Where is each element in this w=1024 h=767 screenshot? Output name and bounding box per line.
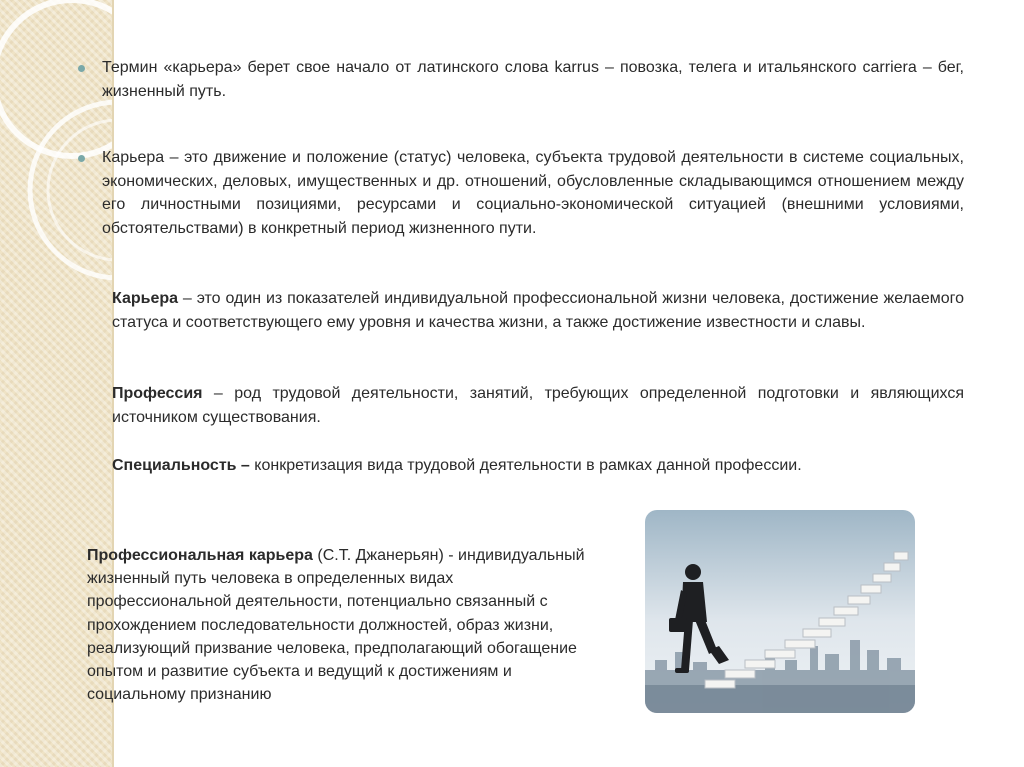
bullet-dot-icon (78, 155, 85, 162)
bullet-text: Термин «карьера» берет свое начало от латинского слова karrus – повозка, телега и итальянского carriera – бег, жизненный путь. (102, 59, 964, 100)
bullet-text: Карьера – это движение и положение (статус) человека, субъекта трудовой деятельности в системе социальных, экономических, деловых, имущественных и др. отношений, обусловленные складывающимся отношением между его личностными позициями, ресурсами и социально-экономической ситуацией (внешними условиями, обстоятельствами) в конкретный период жизненного пути. (102, 149, 964, 237)
definition-text: – это один из показателей индивидуальной профессиональной жизни человека, достижение желаемого статуса и соответствующего ему уровня и качества жизни, а также достижение известности и славы. (112, 290, 964, 331)
bullet-dot-icon (78, 65, 85, 72)
bullet-etymology (78, 56, 964, 103)
definition-text: конкретизация вида трудовой деятельности в рамках данной профессии. (249, 457, 802, 474)
bullet-career-definition (78, 146, 964, 240)
definition-profession (112, 382, 964, 429)
professional-career-paragraph (87, 544, 587, 706)
definition-career (112, 287, 964, 334)
definition-term: Профессиональная карьера (87, 547, 313, 564)
definition-text: – род трудовой деятельности, занятий, требующих определенной подготовки и являющихся источником существования. (112, 385, 964, 426)
definition-text: (С.Т. Джанерьян) - индивидуальный жизненный путь человека в определенных видах профессиональной деятельности, потенциально связанный с прохождением последовательности должностей, образ жизни, реализующий призвание человека, предполагающий обогащение опытом и развитие субъекта и ведущий к достижениям и социальному признанию (87, 547, 585, 704)
businessman-climbing-stairs-icon (645, 510, 915, 713)
definition-term: Профессия (112, 385, 203, 402)
definition-term: Специальность – (112, 457, 250, 474)
definition-term: Карьера (112, 290, 179, 307)
definition-specialty (112, 454, 964, 478)
